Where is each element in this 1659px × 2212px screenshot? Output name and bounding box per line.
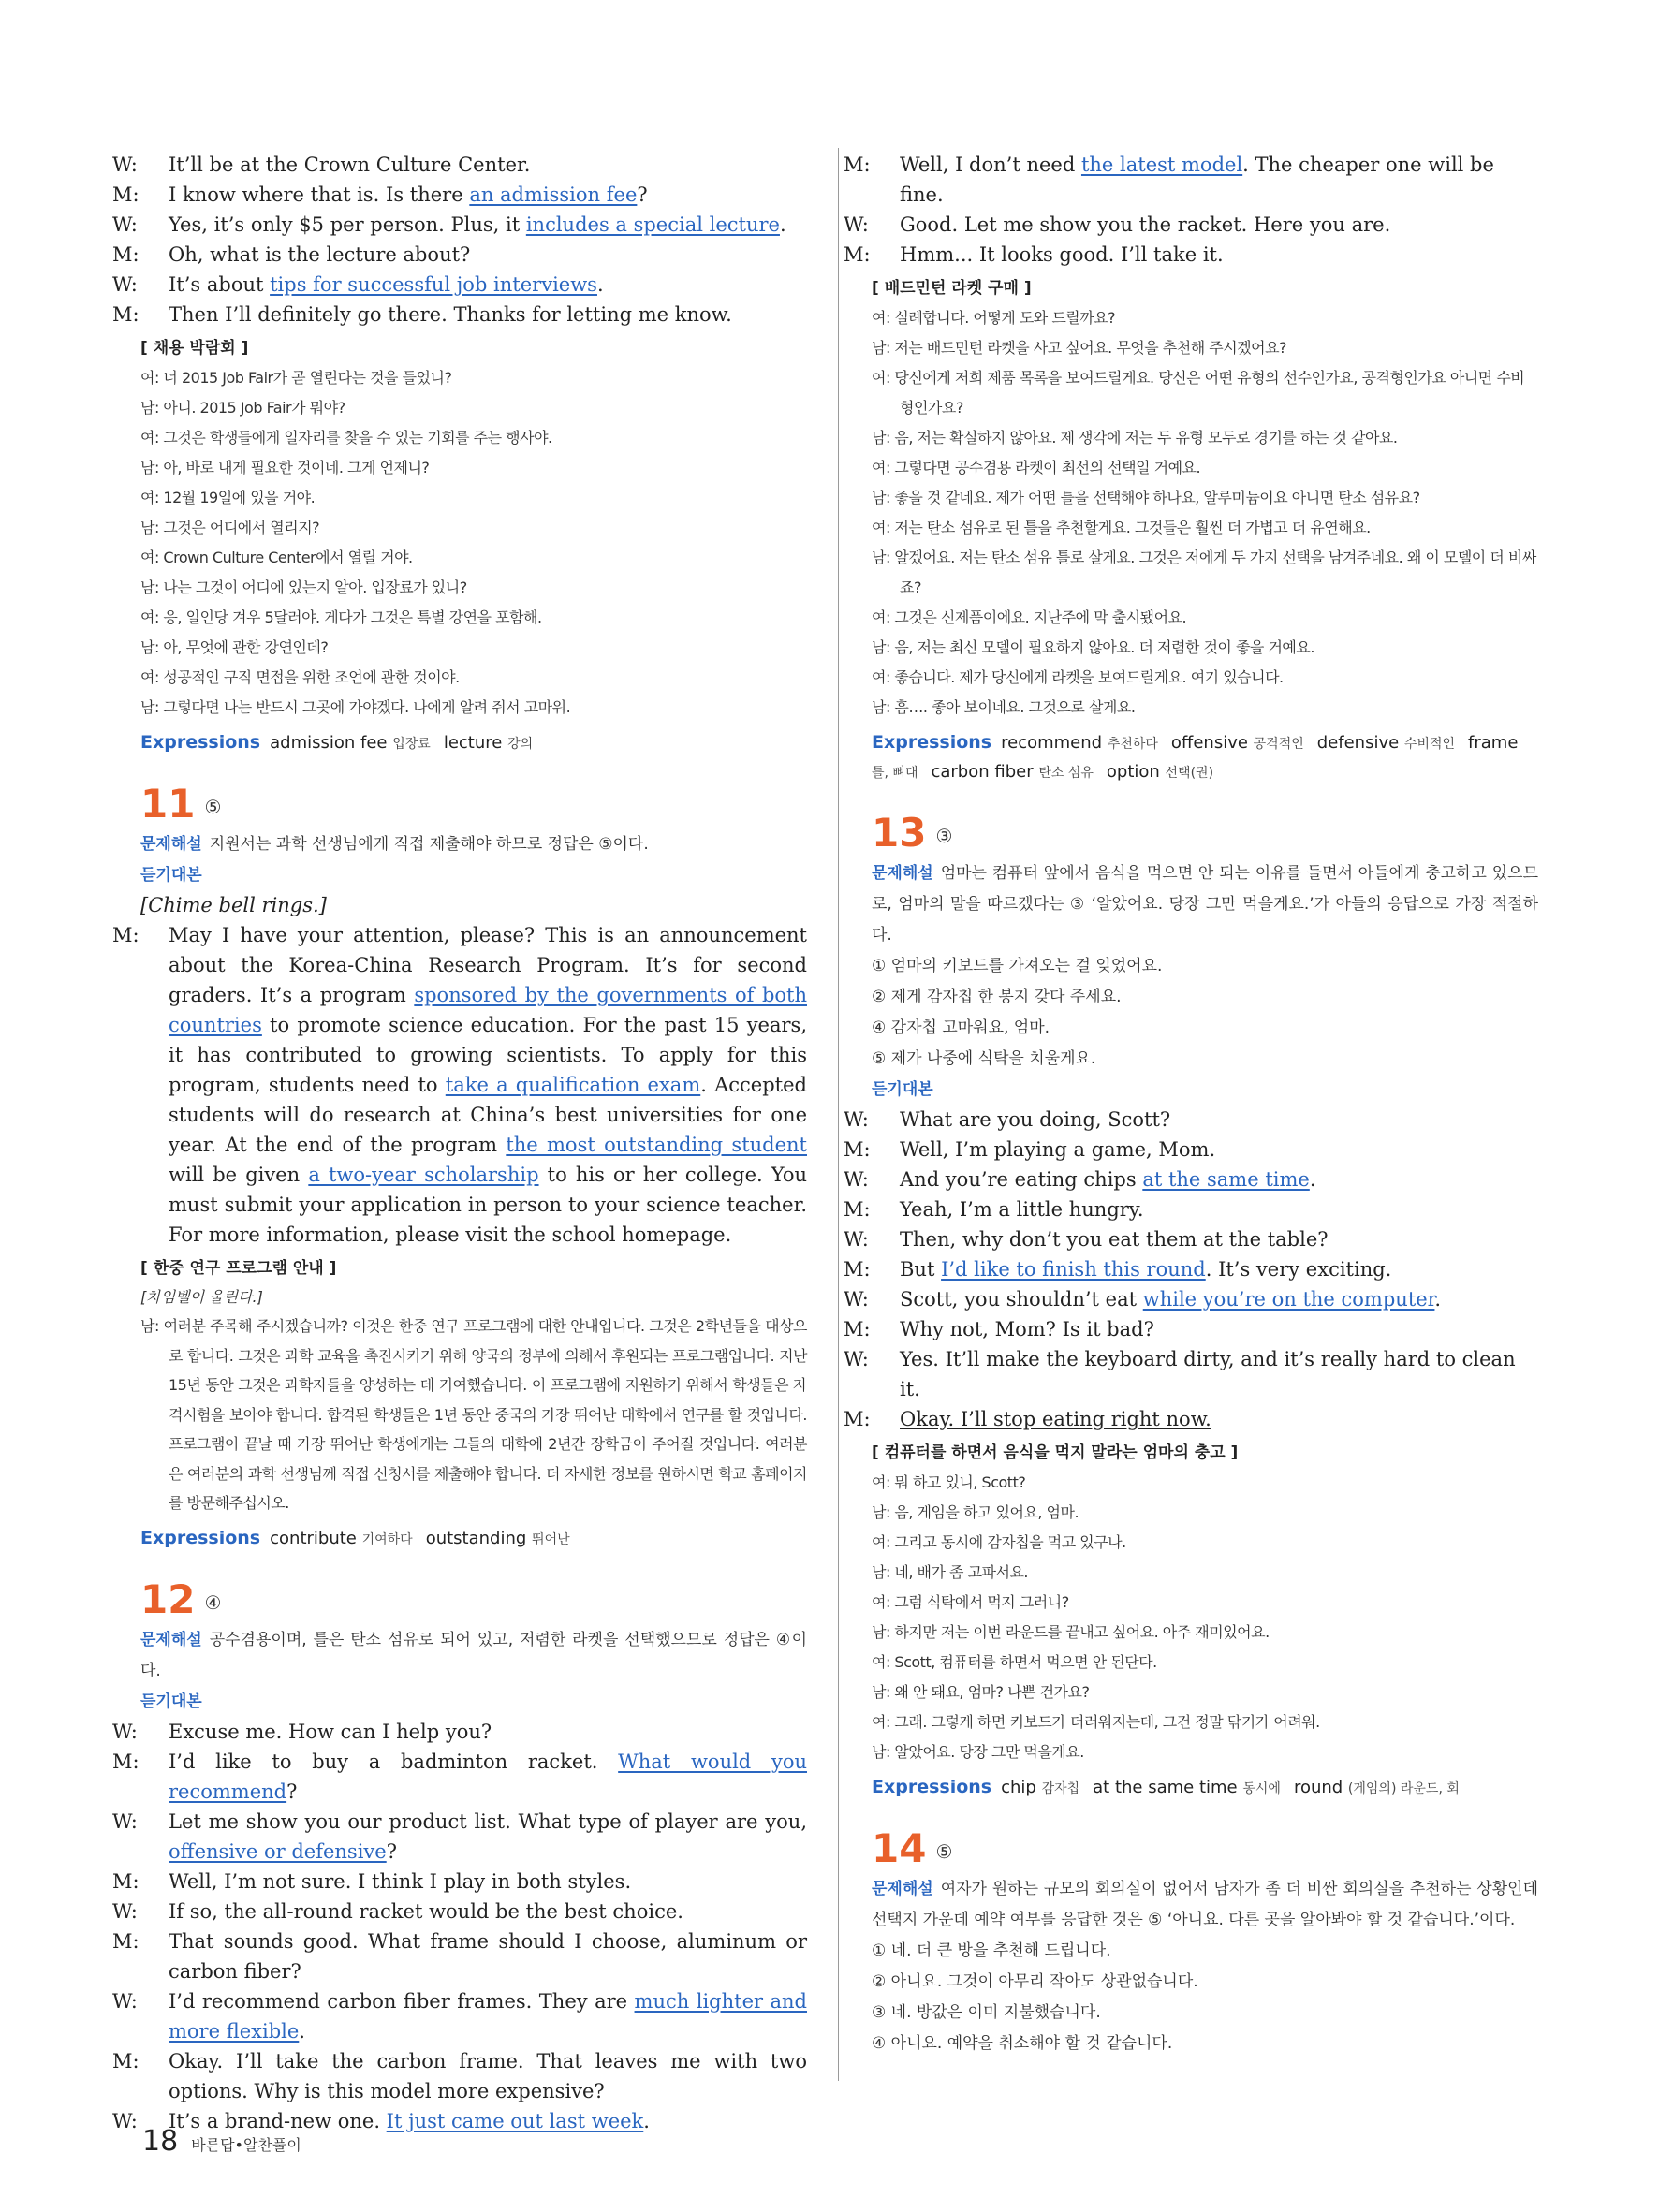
speaker-label: W: bbox=[844, 1348, 869, 1370]
translation-line: 여: 성공적인 구직 면접을 위한 조언에 관한 것이야. bbox=[140, 668, 460, 686]
text-segment: Then, why don’t you eat them at the table? bbox=[900, 1228, 1329, 1251]
highlighted-phrase: includes a special lecture bbox=[525, 213, 780, 236]
translation-stage-11: [차임벨이 울린다.] bbox=[140, 1288, 263, 1306]
translation-line: 여: 12월 19일에 있을 거야. bbox=[140, 489, 316, 506]
column-divider bbox=[838, 148, 839, 2081]
expressions-label: Expressions bbox=[140, 1527, 261, 1548]
text-segment: If so, the all-round racket would be the best choice. bbox=[169, 1899, 683, 1923]
dialogue-line bbox=[112, 240, 807, 270]
speaker-label: M: bbox=[112, 243, 139, 266]
answer-option: ④ 아니요. 예약을 취소해야 할 것 같습니다. bbox=[872, 2034, 1173, 2053]
answer-mark: ④ bbox=[204, 1590, 222, 1614]
dialogue-line bbox=[844, 1404, 1538, 1434]
speaker-label: W: bbox=[844, 1288, 869, 1311]
translation-line: 여: 그것은 학생들에게 일자리를 찾을 수 있는 기회를 주는 행사야. bbox=[140, 429, 552, 447]
speaker-label: W: bbox=[844, 1168, 869, 1191]
translation-12 bbox=[872, 303, 1538, 723]
question-number: 11 bbox=[140, 781, 196, 827]
translation-line: 남: 저는 배드민턴 라켓을 사고 싶어요. 무엇을 추천해 주시겠어요? bbox=[872, 339, 1287, 357]
expression-meaning: 공격적인 bbox=[1253, 737, 1304, 752]
speaker-label: W: bbox=[844, 1108, 869, 1131]
dialogue-line bbox=[112, 1867, 807, 1897]
dialogue-line bbox=[112, 1986, 807, 2046]
answer-mark: ⑤ bbox=[935, 1840, 953, 1863]
dialogue-line bbox=[844, 1314, 1538, 1344]
expression-word: lecture bbox=[443, 733, 508, 753]
text-segment: Let me show you our product list. What type of player are you, bbox=[169, 1809, 807, 1833]
explanation-11 bbox=[140, 829, 807, 860]
expression-word: chip bbox=[1001, 1778, 1042, 1797]
expression-meaning: 입장료 bbox=[392, 737, 431, 752]
stage-direction: [Chime bell rings.] bbox=[140, 894, 327, 916]
answer-option: ② 제게 감자칩 한 봉지 갖다 주세요. bbox=[872, 988, 1122, 1006]
expression-meaning: (게임의) 라운드, 회 bbox=[1347, 1781, 1460, 1796]
speaker-label: W: bbox=[112, 1720, 138, 1743]
translation-line: 여: 그것은 신제품이에요. 지난주에 막 출시됐어요. bbox=[872, 608, 1187, 626]
dialogue-line bbox=[844, 1194, 1538, 1224]
translation-line: 여: 그럼 식탁에서 먹지 그러니? bbox=[872, 1593, 1069, 1611]
translation-line: 남: 알겠어요. 저는 탄소 섬유 틀로 살게요. 그것은 저에게 두 가지 선택을 남겨주네요. 왜 이 모델이 더 비싸죠? bbox=[872, 549, 1536, 596]
translation-line: 여: 그렇다면 공수겸용 라켓이 최선의 선택일 거예요. bbox=[872, 459, 1201, 476]
translation-line: 여: 그리고 동시에 감자칩을 먹고 있구나. bbox=[872, 1533, 1126, 1551]
explanation-13 bbox=[872, 858, 1538, 951]
dialogue-line bbox=[112, 1926, 807, 1986]
expression-meaning: 감자칩 bbox=[1041, 1781, 1080, 1796]
question-12-header bbox=[140, 1575, 807, 1622]
translation-line: 남: 음, 저는 최신 모델이 필요하지 않아요. 더 저렴한 것이 좋을 거예요. bbox=[872, 638, 1314, 656]
page-number: 18 bbox=[142, 2125, 179, 2158]
text-segment: Okay. I’ll take the carbon frame. That leaves me with two options. Why is this model more expensive? bbox=[169, 2049, 807, 2102]
expression-meaning: 수비적인 bbox=[1403, 737, 1456, 752]
translation-line: 여: 뭐 하고 있니, Scott? bbox=[872, 1473, 1026, 1491]
translation-line: 여: 좋습니다. 제가 당신에게 라켓을 보여드릴게요. 여기 있습니다. bbox=[872, 668, 1284, 686]
expressions-label: Expressions bbox=[140, 732, 261, 753]
dialogue-12-continued bbox=[844, 150, 1538, 270]
text-segment: Yeah, I’m a little hungry. bbox=[900, 1198, 1144, 1221]
explanation-tag: 문제해설 bbox=[140, 835, 202, 854]
question-number: 14 bbox=[872, 1825, 927, 1871]
highlighted-phrase: tips for successful job interviews bbox=[270, 273, 597, 296]
expression-word: frame bbox=[1468, 733, 1519, 753]
speaker-label: M: bbox=[844, 1138, 871, 1161]
translation-11: 남: 여러분 주목해 주시겠습니까? 이것은 한중 연구 프로그램에 대한 안내입니다. 그것은 2학년들을 대상으로 합니다. 그것은 과학 교육을 촉진시키기 위해 양국의 정부에 의해서 후원되는 프로그램입니다. 지난 15년 동안 그것은 과학자들을 양성하는 데 기여했습니다. 이 프로그램에 지원하기 위해서 학생들은 자격시험을 보아야 합니다. 합격된 학생들은 1년 동안 중국의 가장 뛰어난 대학에서 연구를 할 것입니다. 프로그램이 끝날 때 가장 뛰어난 학생에게는 그들의 대학에 2년간 장학금이 주어질 것입니다. 여러분은 여러분의 과학 선생님께 직접 신청서를 제출해야 합니다. 더 자세한 정보를 원하시면 학교 홈페이지를 방문해주십시오. bbox=[140, 1317, 807, 1512]
highlighted-phrase: offensive or defensive bbox=[169, 1839, 387, 1863]
text-segment: . bbox=[643, 2109, 650, 2132]
question-11-header bbox=[140, 783, 807, 826]
speaker-label: M: bbox=[844, 1408, 871, 1430]
expression-word: recommend bbox=[1001, 733, 1108, 753]
text-segment: . The cheaper one will be fine. bbox=[900, 154, 1494, 206]
dialogue-line bbox=[844, 1284, 1538, 1314]
text-segment: ? bbox=[637, 183, 648, 206]
expressions-label: Expressions bbox=[872, 732, 992, 753]
speaker-label: M: bbox=[112, 183, 139, 206]
expression-meaning: 뛰어난 bbox=[532, 1531, 570, 1547]
options-13 bbox=[872, 951, 1538, 1075]
text-segment: And you’re eating chips bbox=[900, 1168, 1143, 1191]
highlighted-phrase: while you’re on the computer bbox=[1142, 1288, 1435, 1311]
translation-line: 여: Scott, 컴퓨터를 하면서 먹으면 안 된단다. bbox=[872, 1653, 1157, 1671]
translation-line: 여: 그래. 그렇게 하면 키보드가 더러워지는데, 그건 정말 닦기가 어려워. bbox=[872, 1713, 1320, 1731]
speaker-label: W: bbox=[844, 1228, 869, 1251]
translation-line: 여: 저는 탄소 섬유로 된 틀을 추천할게요. 그것들은 훨씬 더 가볍고 더 유연해요. bbox=[872, 519, 1371, 536]
script-label-12: 듣기대본 bbox=[140, 1692, 202, 1711]
translation-line: 남: 왜 안 돼요, 엄마? 나쁜 건가요? bbox=[872, 1683, 1090, 1701]
text-segment: Then I’ll definitely go there. Thanks for letting me know. bbox=[169, 303, 732, 326]
answer-option: ④ 감자칩 고마워요, 엄마. bbox=[872, 1018, 1050, 1037]
dialogue-line bbox=[112, 1897, 807, 1926]
expression-word: offensive bbox=[1170, 733, 1254, 753]
text-segment: . bbox=[596, 273, 604, 296]
dialogue-line bbox=[844, 1105, 1538, 1135]
answer-mark: ⑤ bbox=[204, 796, 222, 818]
speaker-label: W: bbox=[112, 154, 138, 176]
expression-meaning: 기여하다 bbox=[361, 1531, 413, 1547]
text-segment: Yes, it’s only $5 per person. Plus, it bbox=[169, 213, 526, 236]
text-segment: I know where that is. Is there bbox=[169, 183, 470, 206]
text-segment: Hmm... It looks good. I’ll take it. bbox=[900, 243, 1224, 266]
text-segment: . Accepted students will do research at China’s best universities for one year. At the end of the program bbox=[169, 1074, 807, 1156]
speaker-label: M: bbox=[112, 1929, 139, 1953]
speaker-label: M: bbox=[844, 1318, 871, 1340]
dialogue-line bbox=[112, 1807, 807, 1867]
text-segment: Good. Let me show you the racket. Here you are. bbox=[900, 213, 1391, 236]
text-segment: will be given bbox=[169, 1164, 309, 1186]
question-number: 13 bbox=[872, 810, 927, 856]
dialogue-line bbox=[112, 150, 807, 180]
dialogue-13 bbox=[844, 1105, 1538, 1434]
expression-word: admission fee bbox=[270, 733, 393, 753]
text-segment: Well, I’m not sure. I think I play in both styles. bbox=[169, 1869, 632, 1893]
dialogue-line bbox=[112, 1747, 807, 1807]
left-column bbox=[112, 150, 808, 2136]
dialogue-10-continued bbox=[112, 150, 807, 330]
question-13-header bbox=[872, 812, 1538, 855]
text-segment: What are you doing, Scott? bbox=[900, 1108, 1171, 1131]
script-label-11: 듣기대본 bbox=[140, 866, 202, 885]
speaker-label: M: bbox=[112, 1869, 139, 1893]
text-segment: Why not, Mom? Is it bad? bbox=[900, 1318, 1154, 1340]
text-segment: It’ll be at the Crown Culture Center. bbox=[169, 154, 531, 176]
text-segment: But bbox=[900, 1258, 942, 1281]
expression-meaning: 동시에 bbox=[1242, 1781, 1281, 1796]
highlighted-phrase: I’d like to finish this round bbox=[941, 1258, 1206, 1281]
text-segment: . bbox=[1309, 1168, 1316, 1191]
speaker-label: M: bbox=[844, 243, 871, 266]
explanation-text: 지원서는 과학 선생님에게 직접 제출해야 하므로 정답은 ⑤이다. bbox=[209, 835, 649, 854]
expressions-label: Expressions bbox=[872, 1777, 992, 1797]
explanation-tag: 문제해설 bbox=[872, 864, 933, 883]
dialogue-line bbox=[844, 240, 1538, 270]
translation-title-12: [ 배드민턴 라켓 구매 ] bbox=[872, 279, 1032, 298]
expression-meaning: 강의 bbox=[507, 737, 534, 752]
highlighted-phrase: take a qualification exam bbox=[445, 1074, 701, 1096]
text-segment: Well, I don’t need bbox=[900, 154, 1081, 176]
translation-line: 남: 알았어요. 당장 그만 먹을게요. bbox=[872, 1743, 1084, 1761]
translation-line: 남: 아, 무엇에 관한 강연인데? bbox=[140, 638, 329, 656]
highlighted-phrase: much lighter and more flexible bbox=[169, 1989, 807, 2043]
text-segment: It’s a brand-new one. bbox=[169, 2109, 387, 2132]
options-14 bbox=[872, 1936, 1538, 2059]
translation-line: 남: 흠…. 좋아 보이네요. 그것으로 살게요. bbox=[872, 698, 1136, 716]
text-segment: I’d recommend carbon fiber frames. They are bbox=[169, 1989, 635, 2013]
dialogue-line bbox=[844, 1165, 1538, 1194]
dialogue-line bbox=[844, 1135, 1538, 1165]
translation-13 bbox=[872, 1468, 1538, 1767]
translation-line: 남: 그렇다면 나는 반드시 그곳에 가야겠다. 나에게 알려 줘서 고마워. bbox=[140, 698, 571, 716]
expression-meaning: 틀, 뼈대 bbox=[872, 766, 918, 781]
translation-line: 여: 실례합니다. 어떻게 도와 드릴까요? bbox=[872, 309, 1116, 327]
answer-mark: ③ bbox=[935, 825, 953, 847]
speaker-label: M: bbox=[112, 303, 139, 326]
expression-word: defensive bbox=[1316, 733, 1404, 753]
explanation-tag: 문제해설 bbox=[872, 1880, 933, 1898]
script-label-13: 듣기대본 bbox=[872, 1080, 933, 1099]
text-segment: ? bbox=[386, 1839, 397, 1863]
translation-line: 여: 응, 일인당 겨우 5달러야. 게다가 그것은 특별 강연을 포함해. bbox=[140, 608, 542, 626]
translation-line: 남: 하지만 저는 이번 라운드를 끝내고 싶어요. 아주 재미있어요. bbox=[872, 1623, 1270, 1641]
translation-line: 남: 네, 배가 좀 고파서요. bbox=[872, 1563, 1029, 1581]
translation-line: 남: 음, 게임을 하고 있어요, 엄마. bbox=[872, 1503, 1079, 1521]
right-column bbox=[844, 150, 1538, 2059]
speaker-label: W: bbox=[112, 1989, 138, 2013]
dialogue-line bbox=[112, 210, 807, 240]
answer-option: ② 아니요. 그것이 아무리 작아도 상관없습니다. bbox=[872, 1972, 1198, 1991]
text-segment: That sounds good. What frame should I choose, aluminum or carbon fiber? bbox=[169, 1929, 807, 1983]
dialogue-line bbox=[844, 150, 1538, 210]
answer-option: ① 네. 더 큰 방을 추천해 드립니다. bbox=[872, 1941, 1111, 1960]
explanation-14 bbox=[872, 1874, 1538, 1936]
highlighted-phrase: the latest model bbox=[1080, 154, 1243, 176]
answer-option: ⑤ 제가 나중에 식탁을 치울게요. bbox=[872, 1049, 1096, 1068]
translation-line: 여: 당신에게 저희 제품 목록을 보여드릴게요. 당신은 어떤 유형의 선수인가요, 공격형인가요 아니면 수비형인가요? bbox=[872, 369, 1525, 417]
speaker-label: W: bbox=[112, 213, 138, 236]
dialogue-line bbox=[112, 180, 807, 210]
translation-title-13: [ 컴퓨터를 하면서 음식을 먹지 말라는 엄마의 충고 ] bbox=[872, 1443, 1239, 1462]
expressions-12 bbox=[872, 728, 1538, 787]
explanation-text: 엄마는 컴퓨터 앞에서 음식을 먹으면 안 되는 이유를 들면서 아들에게 충고하고 있으므로, 엄마의 말을 따르겠다는 ③ ‘알았어요. 당장 그만 먹을게요.’가 아들의 응답으로 가장 적절하다. bbox=[872, 864, 1538, 945]
translation-title-10: [ 채용 박람회 ] bbox=[140, 339, 249, 358]
question-number: 12 bbox=[140, 1575, 196, 1622]
text-segment: to his or her college. You must submit your application in person to your science teacher. For more information, please visit the school homepage. bbox=[169, 1164, 808, 1246]
answer-option: ① 엄마의 키보드를 가져오는 걸 잊었어요. bbox=[872, 957, 1163, 975]
explanation-12 bbox=[140, 1625, 807, 1687]
translation-line: 남: 좋을 것 같네요. 제가 어떤 틀을 선택해야 하나요, 알루미늄이요 아니면 탄소 섬유요? bbox=[872, 489, 1420, 506]
text-segment: . bbox=[299, 2019, 305, 2043]
text-segment: ? bbox=[286, 1780, 298, 1803]
text-segment: . bbox=[779, 213, 786, 236]
dialogue-line bbox=[112, 2046, 807, 2106]
expression-word: carbon fiber bbox=[931, 762, 1039, 782]
text-segment: It’s about bbox=[169, 273, 271, 296]
text-segment: Okay. I’ll stop eating right now. bbox=[900, 1408, 1211, 1430]
highlighted-phrase: a two-year scholarship bbox=[308, 1164, 539, 1186]
script-11 bbox=[112, 920, 808, 1250]
dialogue-line bbox=[112, 300, 807, 330]
expressions-10 bbox=[140, 728, 807, 758]
translation-title-11: [ 한중 연구 프로그램 안내 ] bbox=[140, 1259, 337, 1278]
highlighted-phrase: at the same time bbox=[1142, 1168, 1310, 1191]
highlighted-phrase: the most outstanding student bbox=[506, 1134, 807, 1156]
speaker-label: M: bbox=[112, 924, 139, 946]
speaker-label: M: bbox=[112, 2049, 139, 2073]
text-segment: Well, I’m playing a game, Mom. bbox=[900, 1138, 1216, 1161]
highlighted-phrase: sponsored by the governments of both countries bbox=[169, 984, 807, 1036]
highlighted-phrase: It just came out last week bbox=[386, 2109, 644, 2132]
expression-meaning: 탄소 섬유 bbox=[1038, 766, 1094, 781]
text-segment: Scott, you shouldn’t eat bbox=[900, 1288, 1143, 1311]
explanation-text: 여자가 원하는 규모의 회의실이 없어서 남자가 좀 더 비싼 회의실을 추천하는 상황인데 선택지 가운데 예약 여부를 응답한 것은 ⑤ ‘아니요. 다른 곳을 알아봐야 할 것 같습니다.’이다. bbox=[872, 1880, 1538, 1929]
speaker-label: W: bbox=[844, 213, 869, 236]
translation-line: 여: 너 2015 Job Fair가 곧 열린다는 것을 들었니? bbox=[140, 369, 452, 387]
question-14-header bbox=[872, 1827, 1538, 1870]
text-segment: Yes. It’ll make the keyboard dirty, and it’s really hard to clean it. bbox=[900, 1348, 1516, 1400]
speaker-label: W: bbox=[112, 1809, 138, 1833]
text-segment: . bbox=[1434, 1288, 1442, 1311]
speaker-label: W: bbox=[112, 273, 138, 296]
text-segment: to promote science education. For the past 15 years, it has contributed to growing scientists. To apply for this program, students need to bbox=[169, 1014, 807, 1096]
expression-meaning: 선택(권) bbox=[1165, 766, 1214, 781]
book-title: 바른답•알찬풀이 bbox=[191, 2136, 301, 2154]
speaker-label: M: bbox=[844, 1198, 871, 1221]
translation-line: 남: 나는 그것이 어디에 있는지 알아. 입장료가 있니? bbox=[140, 579, 467, 596]
translation-line: 남: 아니. 2015 Job Fair가 뭐야? bbox=[140, 399, 345, 417]
dialogue-line bbox=[844, 210, 1538, 240]
translation-line: 여: Crown Culture Center에서 열릴 거야. bbox=[140, 549, 413, 566]
translation-10 bbox=[140, 363, 807, 723]
translation-line: 남: 음, 저는 확실하지 않아요. 제 생각에 저는 두 유형 모두로 경기를 하는 것 같아요. bbox=[872, 429, 1398, 447]
expression-word: outstanding bbox=[425, 1528, 533, 1548]
dialogue-12 bbox=[112, 1717, 807, 2136]
expression-word: round bbox=[1293, 1778, 1348, 1797]
answer-option: ③ 네. 방값은 이미 지불했습니다. bbox=[872, 2003, 1101, 2022]
page-footer bbox=[142, 2125, 301, 2158]
text-segment: I’d like to buy a badminton racket. bbox=[169, 1750, 619, 1773]
speaker-label: W: bbox=[112, 2109, 138, 2132]
dialogue-line bbox=[112, 1717, 807, 1747]
explanation-tag: 문제해설 bbox=[140, 1630, 202, 1649]
text-segment: Oh, what is the lecture about? bbox=[169, 243, 471, 266]
dialogue-line bbox=[112, 270, 807, 300]
dialogue-line bbox=[844, 1254, 1538, 1284]
translation-line: 남: 그것은 어디에서 열리지? bbox=[140, 519, 320, 536]
dialogue-line bbox=[844, 1344, 1538, 1404]
highlighted-phrase: an admission fee bbox=[469, 183, 638, 206]
speaker-label: M: bbox=[112, 1750, 139, 1773]
explanation-text: 공수겸용이며, 틀은 탄소 섬유로 되어 있고, 저렴한 라켓을 선택했으므로 정답은 ④이다. bbox=[140, 1630, 807, 1680]
speaker-label: W: bbox=[112, 1899, 138, 1923]
expression-meaning: 추천하다 bbox=[1107, 737, 1158, 752]
speaker-label: M: bbox=[844, 1258, 871, 1281]
speaker-label: M: bbox=[844, 154, 871, 176]
expression-word: contribute bbox=[270, 1528, 362, 1548]
expression-word: at the same time bbox=[1093, 1778, 1243, 1797]
highlighted-phrase: What would you recommend bbox=[169, 1750, 807, 1803]
expression-word: option bbox=[1106, 762, 1166, 782]
text-segment: . It’s very exciting. bbox=[1205, 1258, 1392, 1281]
dialogue-line bbox=[844, 1224, 1538, 1254]
expressions-13 bbox=[872, 1773, 1538, 1803]
expressions-11 bbox=[140, 1524, 807, 1554]
text-segment: May I have your attention, please? This is an announcement about the Korea-China Research Program. It’s for second graders. It’s a program bbox=[169, 924, 807, 1006]
translation-line: 남: 아, 바로 내게 필요한 것이네. 그게 언제니? bbox=[140, 459, 430, 476]
text-segment: Excuse me. How can I help you? bbox=[169, 1720, 492, 1743]
